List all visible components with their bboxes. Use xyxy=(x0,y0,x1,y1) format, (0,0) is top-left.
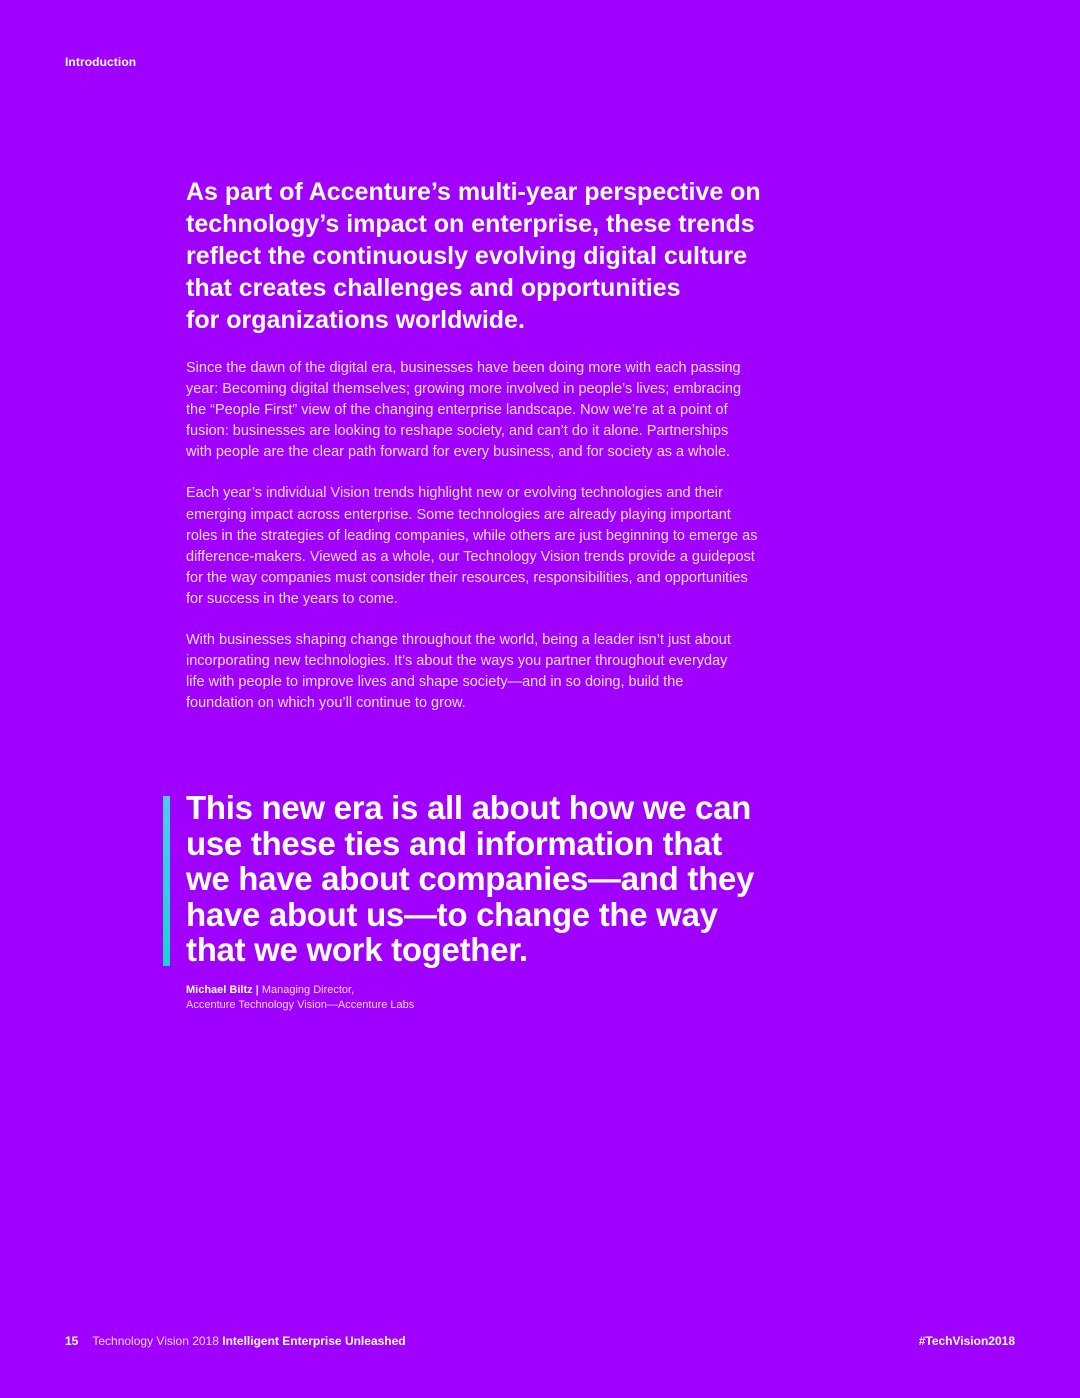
body-line: with people are the clear path forward for every business, and for society as a whole. xyxy=(186,444,731,461)
attribution-line xyxy=(186,983,414,998)
body-paragraph xyxy=(186,483,866,610)
body-line: the “People First” view of the changing enterprise landscape. Now we’re at a point of xyxy=(186,402,728,419)
body-line: foundation on which you’ll continue to grow. xyxy=(186,695,466,712)
attribution-separator: | xyxy=(255,984,259,996)
intro-line: technology’s impact on enterprise, these trends xyxy=(186,210,755,238)
quote-line: that we work together. xyxy=(186,931,528,968)
publication-title xyxy=(92,1334,405,1348)
section-label: Introduction xyxy=(65,55,137,69)
quote-accent-bar xyxy=(163,796,170,966)
page-footer xyxy=(65,1334,1015,1348)
quote-line: have about us—to change the way xyxy=(186,895,718,933)
author-name: Michael Biltz xyxy=(186,984,253,996)
intro-line: As part of Accenture’s multi-year perspective on xyxy=(186,178,761,206)
body-text xyxy=(186,358,866,734)
quote-line: This new era is all about how we can xyxy=(186,789,752,826)
quote-line: we have about companies—and they xyxy=(186,860,755,897)
author-role: Managing Director, xyxy=(261,984,355,996)
quote-line: use these ties and information that xyxy=(186,824,722,862)
body-line: for the way companies must consider their resources, responsibilities, and opportunities xyxy=(186,569,748,586)
hashtag: #TechVision2018 xyxy=(918,1334,1015,1348)
body-line: Each year’s individual Vision trends highlight new or evolving technologies and their xyxy=(186,485,723,502)
body-paragraph xyxy=(186,358,866,463)
intro-heading xyxy=(186,176,826,336)
body-line: emerging impact across enterprise. Some technologies are already playing important xyxy=(186,506,731,523)
body-line: fusion: businesses are looking to reshape society, and can’t do it alone. Partnerships xyxy=(186,423,729,440)
body-line: for success in the years to come. xyxy=(186,590,398,607)
intro-line: that creates challenges and opportunities xyxy=(186,274,681,302)
intro-line: for organizations worldwide. xyxy=(186,306,525,334)
body-line: difference-makers. Viewed as a whole, our Technology Vision trends provide a guidepost xyxy=(186,548,755,565)
intro-line: reflect the continuously evolving digital culture xyxy=(186,242,748,270)
footer-left xyxy=(65,1334,406,1348)
body-line: life with people to improve lives and shape society—and in so doing, build the xyxy=(186,674,684,691)
page-number: 15 xyxy=(65,1334,79,1348)
body-line: roles in the strategies of leading companies, while others are just beginning to emerge as xyxy=(186,527,758,544)
publication-name: Technology Vision 2018 xyxy=(92,1334,219,1348)
author-organization: Accenture Technology Vision—Accenture Labs xyxy=(186,999,415,1011)
body-line: year: Becoming digital themselves; growing more involved in people’s lives; embracing xyxy=(186,381,742,398)
body-line: With businesses shaping change throughout the world, being a leader isn’t just about xyxy=(186,632,731,649)
publication-subtitle: Intelligent Enterprise Unleashed xyxy=(222,1334,406,1348)
body-line: Since the dawn of the digital era, businesses have been doing more with each passing xyxy=(186,360,741,376)
body-paragraph xyxy=(186,630,866,714)
pull-quote xyxy=(186,790,886,968)
quote-attribution xyxy=(186,983,414,1013)
body-line: incorporating new technologies. It’s about the ways you partner throughout everyday xyxy=(186,653,728,670)
